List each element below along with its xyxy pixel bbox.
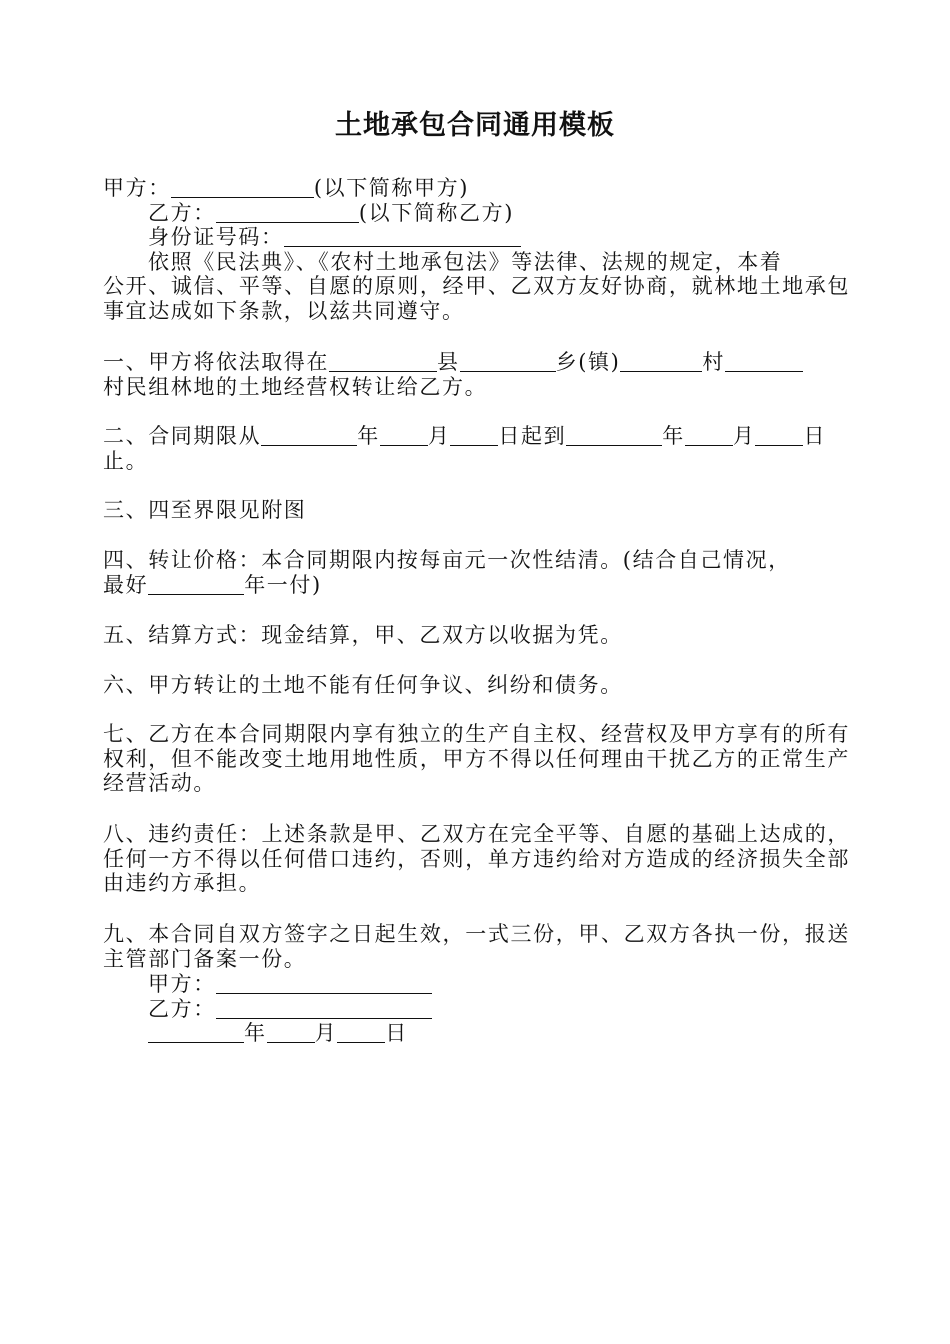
preamble-line1: 依照《民法典》、《农村土地承包法》等法律、法规的规定，本着 [148,250,783,274]
clause-2-text-g: 日 [803,424,827,448]
clause-2-text-c: 月 [427,424,451,448]
signature-party-b-blank[interactable] [216,998,432,1019]
preamble-text: 公开、诚信、平等、自愿的原则，经甲、乙双方友好协商，就林地土地承包事宜达成如下条款，以兹共同遵守。 [103,274,850,323]
clause-4-text-a: 最好 [103,573,149,597]
party-a-label: 甲方： [103,176,171,200]
party-a-note: (以下简称甲方) [313,176,469,200]
party-b-label: 乙方： [148,201,216,225]
end-year-blank[interactable] [566,425,662,446]
signature-party-a-blank[interactable] [216,973,432,994]
party-b-blank[interactable] [216,202,359,223]
clause-1-line1 [103,350,803,374]
clause-2-text-d: 日起到 [498,424,567,448]
clause-7: 七、乙方在本合同期限内享有独立的生产自主权、经营权及甲方享有的所有权利，但不能改变土地用地性质，甲方不得以任何理由干扰乙方的正常生产经营活动。 [103,722,850,795]
signature-party-b [148,997,432,1021]
signature-month-label: 月 [314,1021,338,1045]
clause-4-line2 [103,573,322,597]
clause-2-text-a: 二、合同期限从 [103,424,262,448]
id-number-line [148,225,521,249]
id-number-blank[interactable] [284,226,521,247]
document-title: 土地承包合同通用模板 [335,110,615,141]
party-b-note: (以下简称乙方) [358,201,514,225]
clause-1-text-c: 乡(镇) [555,350,621,374]
payment-interval-blank[interactable] [148,574,244,595]
party-b-line [148,201,514,225]
end-month-blank[interactable] [685,425,733,446]
county-blank[interactable] [329,351,437,372]
clause-4-line1: 四、转让价格：本合同期限内按每亩元一次性结清。(结合自己情况， [103,548,791,572]
group-blank[interactable] [725,351,803,372]
signature-party-b-label: 乙方： [148,997,216,1021]
clause-2-line2: 止。 [103,449,149,473]
clause-2-line1 [103,424,826,448]
signature-month-blank[interactable] [267,1022,315,1043]
start-month-blank[interactable] [380,425,428,446]
signature-date [148,1021,408,1045]
signature-party-a-label: 甲方： [148,972,216,996]
clause-9: 九、本合同自双方签字之日起生效，一式三份，甲、乙双方各执一份，报送主管部门备案一份。 [103,922,850,971]
signature-year-blank[interactable] [148,1022,244,1043]
village-blank[interactable] [620,351,702,372]
clause-2-text-f: 月 [732,424,756,448]
clause-2-text-e: 年 [662,424,685,448]
clause-1-text-d: 村 [702,350,726,374]
clause-1-text-a: 一、甲方将依法取得在 [103,350,329,374]
clause-1-text-b: 县 [437,350,460,374]
signature-day-label: 日 [385,1021,408,1045]
township-blank[interactable] [460,351,556,372]
clause-8: 八、违约责任：上述条款是甲、乙双方在完全平等、自愿的基础上达成的，任何一方不得以任何借口违约，否则，单方违约给对方造成的经济损失全部由违约方承担。 [103,822,850,895]
signature-party-a [148,972,432,996]
clause-4-text-b: 年一付) [244,573,322,597]
clause-1-line2: 村民组林地的土地经营权转让给乙方。 [103,375,488,399]
clause-5: 五、结算方式：现金结算，甲、乙双方以收据为凭。 [103,623,623,647]
clause-3: 三、四至界限见附图 [103,498,307,522]
party-a-line [103,176,469,200]
signature-day-blank[interactable] [337,1022,385,1043]
start-day-blank[interactable] [450,425,498,446]
clause-6: 六、甲方转让的土地不能有任何争议、纠纷和债务。 [103,673,623,697]
signature-year-label: 年 [244,1021,267,1045]
party-a-blank[interactable] [171,177,314,198]
clause-2-text-b: 年 [357,424,380,448]
start-year-blank[interactable] [261,425,357,446]
id-number-label: 身份证号码： [148,225,284,249]
end-day-blank[interactable] [755,425,803,446]
